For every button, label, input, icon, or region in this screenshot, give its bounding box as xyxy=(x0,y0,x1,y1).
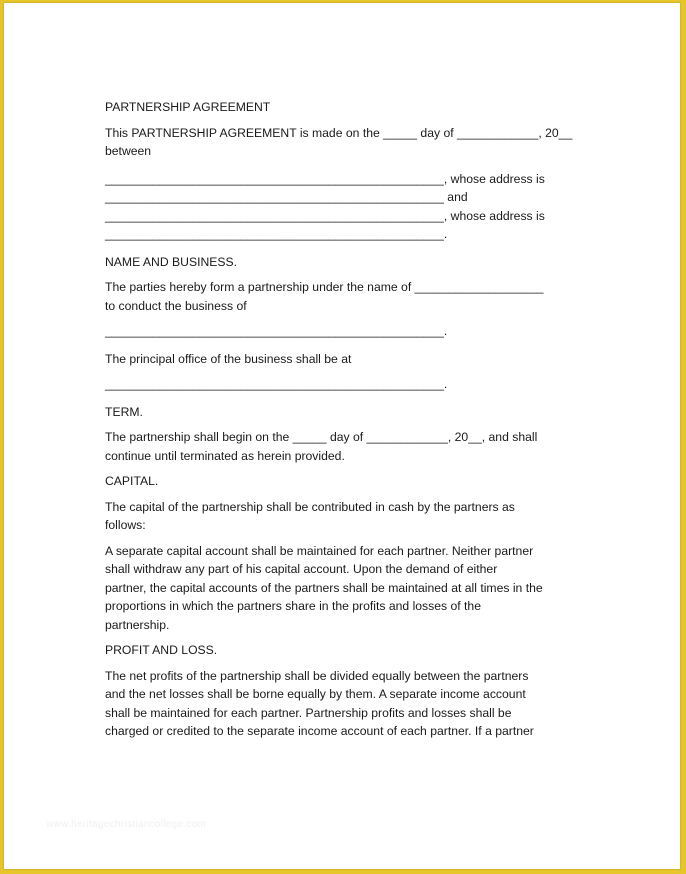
document-title: PARTNERSHIP AGREEMENT xyxy=(105,100,271,114)
intro-line: between xyxy=(105,144,152,158)
name-line: The parties hereby form a partnership under the name of ___________________ xyxy=(105,280,544,294)
party-line: __________________________________________________. xyxy=(105,227,448,241)
section-heading-name: NAME AND BUSINESS. xyxy=(105,254,238,269)
profit-line: shall be maintained for each partner. Partnership profits and losses shall be xyxy=(105,705,512,720)
profit-line: The net profits of the partnership shall be divided equally between the partners xyxy=(105,668,529,683)
capital-line: proportions in which the partners share in the profits and losses of the xyxy=(105,599,481,613)
capital-line: partnership. xyxy=(105,617,170,632)
profit-line: charged or credited to the separate income account of each partner. If a partner xyxy=(105,724,534,738)
watermark-text: www.heritagechristiancollege.com xyxy=(46,819,207,830)
name-line: __________________________________________________. xyxy=(105,324,448,338)
capital-line: The capital of the partnership shall be contributed in cash by the partners as xyxy=(105,499,515,514)
intro-line: This PARTNERSHIP AGREEMENT is made on the _____ day of ____________, 20__ xyxy=(105,125,573,140)
document-body xyxy=(105,98,585,741)
party-line: __________________________________________________, whose address is xyxy=(105,208,545,223)
profit-line: and the net losses shall be borne equally by them. A separate income account xyxy=(105,687,526,701)
capital-line: shall withdraw any part of his capital account. Upon the demand of either xyxy=(105,562,498,576)
office-line: The principal office of the business shall be at xyxy=(105,351,352,366)
name-line: to conduct the business of xyxy=(105,298,247,313)
capital-line: follows: xyxy=(105,518,146,532)
office-line: __________________________________________________. xyxy=(105,377,448,391)
term-line: The partnership shall begin on the _____ day of ____________, 20__, and shall xyxy=(105,430,538,444)
capital-line: partner, the capital accounts of the partners shall be maintained at all times in the xyxy=(105,580,543,595)
section-heading-profit: PROFIT AND LOSS. xyxy=(105,643,218,657)
term-line: continue until terminated as herein provided. xyxy=(105,448,345,463)
party-line: __________________________________________________, whose address is xyxy=(105,171,545,186)
capital-line: A separate capital account shall be maintained for each partner. Neither partner xyxy=(105,543,534,558)
section-heading-term: TERM. xyxy=(105,404,143,419)
document-page xyxy=(4,3,680,869)
section-heading-capital: CAPITAL. xyxy=(105,474,159,488)
party-line: __________________________________________________ and xyxy=(105,190,468,204)
